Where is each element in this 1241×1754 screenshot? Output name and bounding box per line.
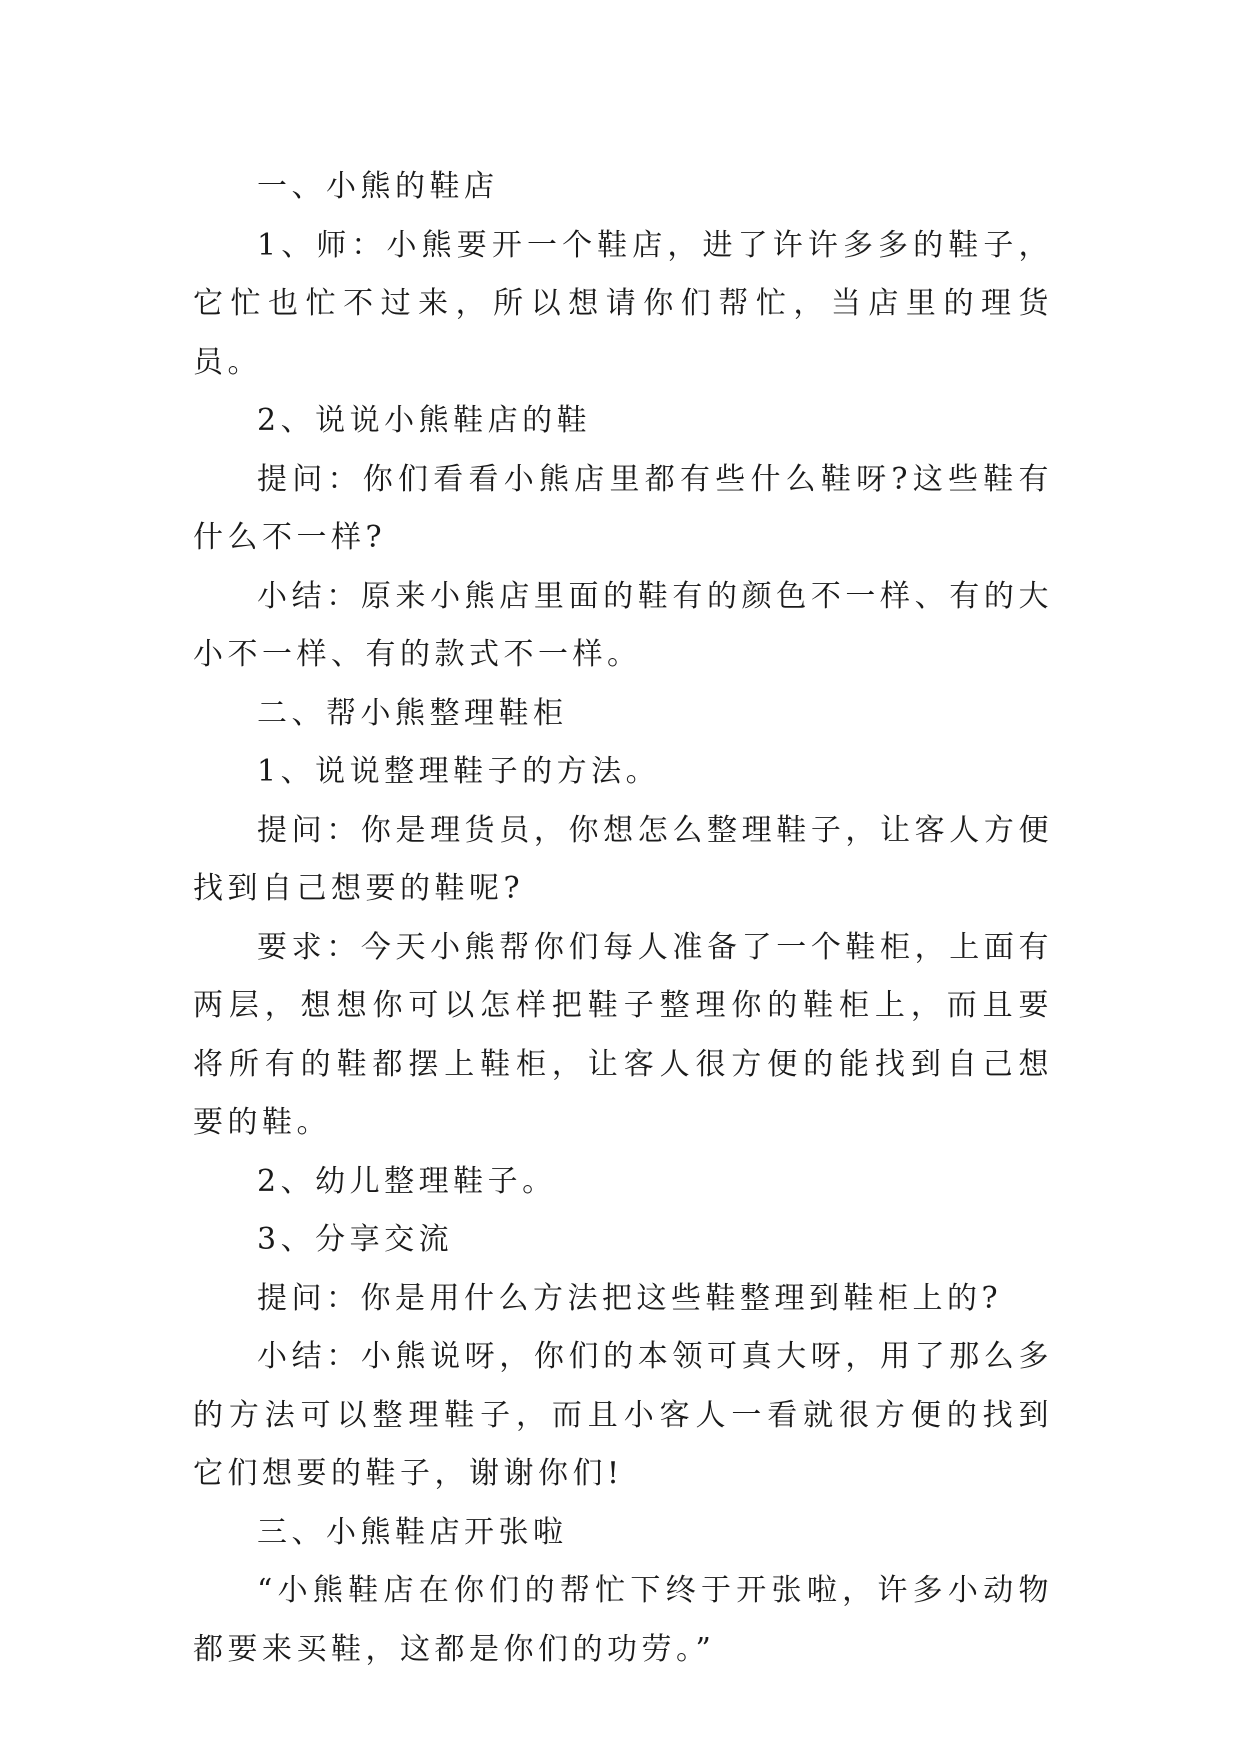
paragraph-teacher-intro: 1、师：小熊要开一个鞋店，进了许许多多的鞋子，它忙也忙不过来，所以想请你们帮忙，当店里的理货员。 <box>193 227 1053 380</box>
subheading-methods: 1、说说整理鞋子的方法。 <box>257 754 661 789</box>
paragraph-question-1: 提问：你们看看小熊店里都有些什么鞋呀?这些鞋有什么不一样? <box>193 461 1053 555</box>
paragraph-quote: “小熊鞋店在你们的帮忙下终于开张啦，许多小动物都要来买鞋，这都是你们的功劳。” <box>193 1573 1053 1667</box>
subheading-talk-shoes: 2、说说小熊鞋店的鞋 <box>257 403 592 438</box>
document-body <box>193 158 1053 1679</box>
section-heading-2: 二、帮小熊整理鞋柜 <box>257 695 568 731</box>
paragraph-question-3: 提问：你是用什么方法把这些鞋整理到鞋柜上的? <box>257 1280 1003 1316</box>
paragraph-summary-2: 小结：小熊说呀，你们的本领可真大呀，用了那么多的方法可以整理鞋子，而且小客人一看就很方便的找到它们想要的鞋子，谢谢你们! <box>193 1339 1053 1491</box>
section-heading-3: 三、小熊鞋店开张啦 <box>257 1514 568 1550</box>
section-heading-1: 一、小熊的鞋店 <box>257 169 499 204</box>
paragraph-question-2: 提问：你是理货员，你想怎么整理鞋子，让客人方便找到自己想要的鞋呢? <box>193 812 1053 906</box>
paragraph-summary-1: 小结：原来小熊店里面的鞋有的颜色不一样、有的大小不一样、有的款式不一样。 <box>193 578 1053 672</box>
paragraph-requirement: 要求：今天小熊帮你们每人准备了一个鞋柜，上面有两层，想想你可以怎样把鞋子整理你的鞋柜上，而且要将所有的鞋都摆上鞋柜，让客人很方便的能找到自己想要的鞋。 <box>193 929 1053 1140</box>
subheading-share: 3、分享交流 <box>257 1222 454 1257</box>
subheading-children-sort: 2、幼儿整理鞋子。 <box>257 1163 557 1199</box>
